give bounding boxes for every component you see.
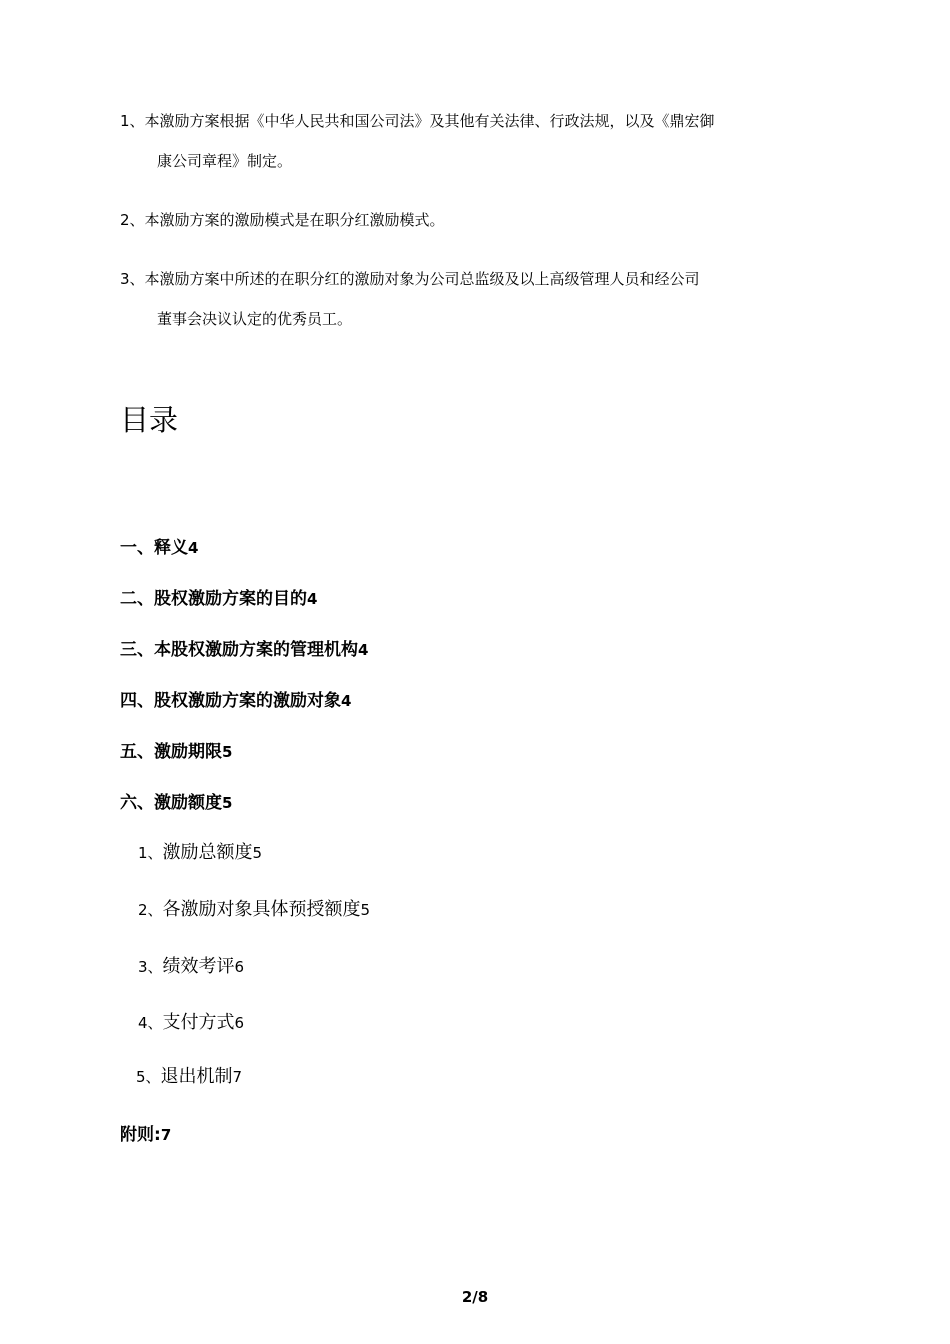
toc-subentry-number: 4、 bbox=[138, 1014, 163, 1032]
toc-entry-label: 一、释义 bbox=[120, 538, 188, 558]
toc-subentry-4[interactable] bbox=[138, 1008, 244, 1034]
intro-number: 3、 bbox=[120, 270, 145, 288]
toc-entry-6[interactable] bbox=[120, 788, 232, 813]
intro-text: 本激励方案中所述的在职分红的激励对象为公司总监级及以上高级管理人员和经公司 bbox=[144, 270, 700, 288]
toc-entry-page: 5 bbox=[222, 794, 233, 812]
toc-entry-page: 4 bbox=[341, 692, 352, 710]
toc-entry-2[interactable] bbox=[120, 584, 317, 609]
intro-text: 本激励方案的激励模式是在职分红激励模式。 bbox=[144, 211, 445, 229]
intro-number: 1、 bbox=[120, 112, 145, 130]
toc-entry-page: 4 bbox=[307, 590, 318, 608]
toc-subentry-number: 3、 bbox=[138, 958, 163, 976]
intro-item-2 bbox=[120, 209, 820, 231]
toc-subentry-label: 绩效考评 bbox=[162, 956, 235, 977]
toc-subentry-page: 6 bbox=[234, 1014, 245, 1032]
toc-subentry-page: 5 bbox=[360, 901, 371, 919]
toc-subentry-page: 5 bbox=[252, 844, 263, 862]
toc-entry-3[interactable] bbox=[120, 635, 368, 660]
toc-entry-label: 四、股权激励方案的激励对象 bbox=[120, 691, 341, 711]
toc-entry-page: 7 bbox=[160, 1126, 172, 1144]
toc-subentry-number: 2、 bbox=[138, 901, 163, 919]
toc-subentry-page: 7 bbox=[232, 1068, 243, 1086]
toc-entry-5[interactable] bbox=[120, 737, 232, 762]
toc-entry-label: 二、股权激励方案的目的 bbox=[120, 589, 307, 609]
toc-subentry-5[interactable] bbox=[136, 1062, 242, 1088]
toc-entry-1[interactable] bbox=[120, 533, 198, 558]
intro-text-continued: 董事会决议认定的优秀员工。 bbox=[157, 310, 353, 328]
toc-subentry-label: 各激励对象具体预授额度 bbox=[162, 899, 361, 920]
toc-subentry-number: 1、 bbox=[138, 844, 163, 862]
toc-entry-appendix[interactable] bbox=[120, 1120, 171, 1145]
toc-entry-label: 三、本股权激励方案的管理机构 bbox=[120, 640, 358, 660]
toc-subentry-3[interactable] bbox=[138, 952, 244, 978]
toc-entry-page: 5 bbox=[222, 743, 233, 761]
toc-entry-label: 五、激励期限 bbox=[120, 742, 222, 762]
toc-entry-label: 附则: bbox=[120, 1125, 161, 1145]
toc-title: 目录 bbox=[120, 403, 179, 437]
toc-entry-label: 六、激励额度 bbox=[120, 793, 222, 813]
toc-entry-page: 4 bbox=[188, 539, 199, 557]
toc-subentry-1[interactable] bbox=[138, 838, 262, 864]
toc-subentry-label: 退出机制 bbox=[160, 1066, 233, 1087]
intro-item-3 bbox=[120, 268, 820, 330]
toc-subentry-number: 5、 bbox=[136, 1068, 161, 1086]
intro-text: 本激励方案根据《中华人民共和国公司法》及其他有关法律、行政法规，以及《鼎宏御 bbox=[144, 112, 715, 130]
toc-entry-page: 4 bbox=[358, 641, 369, 659]
toc-subentry-label: 激励总额度 bbox=[162, 842, 253, 863]
intro-item-1 bbox=[120, 110, 820, 172]
intro-text-continued: 康公司章程》制定。 bbox=[157, 152, 293, 170]
toc-entry-4[interactable] bbox=[120, 686, 351, 711]
toc-subentry-2[interactable] bbox=[138, 895, 370, 921]
toc-subentry-label: 支付方式 bbox=[162, 1012, 235, 1033]
page-number: 2/8 bbox=[461, 1288, 489, 1306]
toc-subentry-page: 6 bbox=[234, 958, 245, 976]
intro-number: 2、 bbox=[120, 211, 145, 229]
